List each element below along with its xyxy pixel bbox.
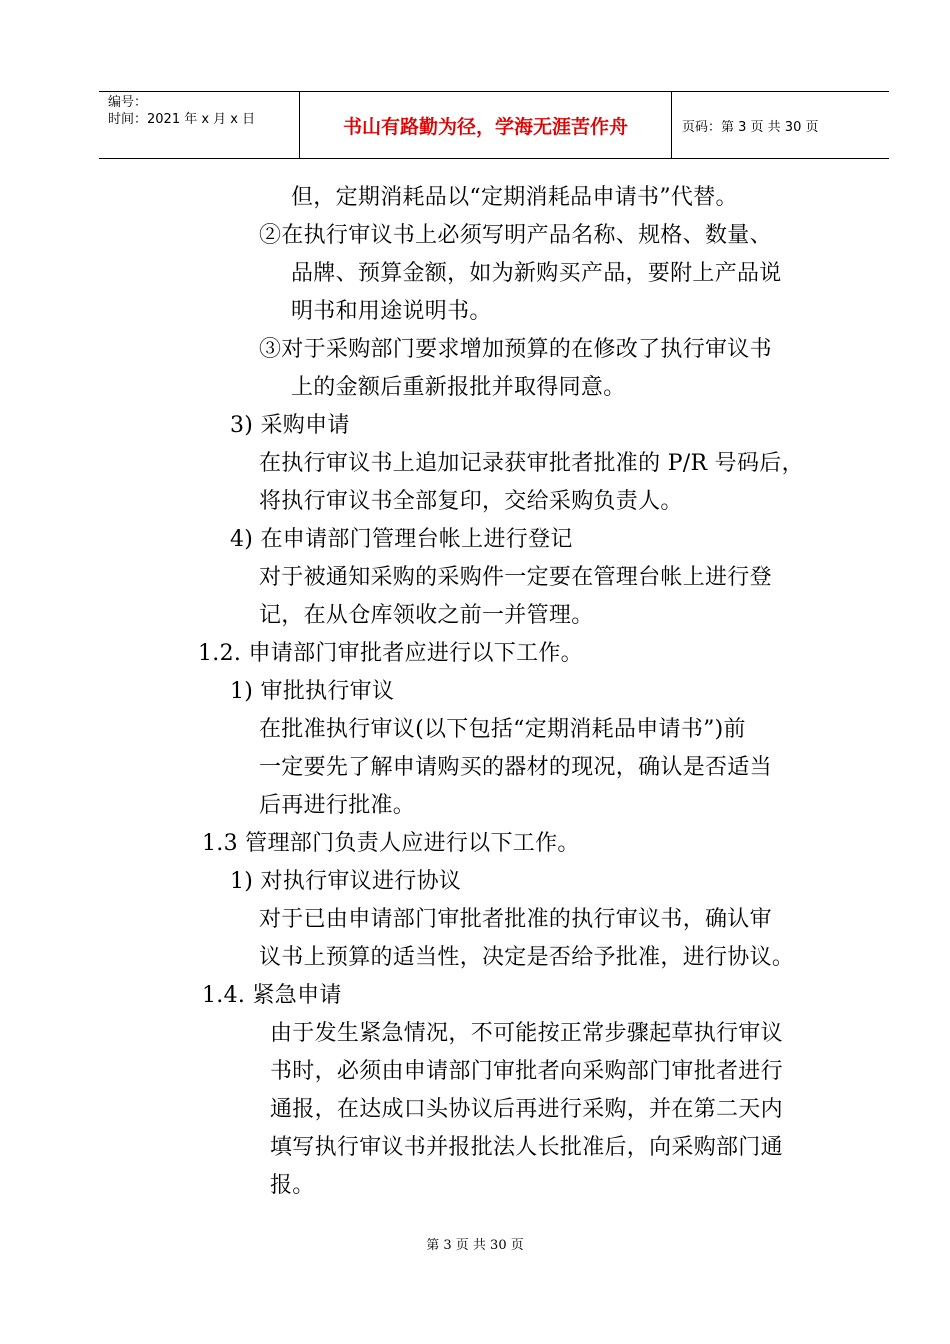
text-line: 上的金额后重新报批并取得同意。 <box>291 375 626 400</box>
text-line: 1) 对执行审议进行协议 <box>230 869 462 894</box>
number-label: 编号： <box>108 95 148 110</box>
text-line: 由于发生紧急情况，不可能按正常步骤起草执行审议 <box>270 1021 783 1046</box>
header-table <box>99 91 889 159</box>
section-heading: 1.3 管理部门负责人应进行以下工作。 <box>202 831 580 856</box>
text-line: 通报，在达成口头协议后再进行采购，并在第二天内 <box>270 1097 783 1122</box>
text-line: 书时，必须由申请部门审批者向采购部门审批者进行 <box>270 1059 783 1084</box>
text-line: 议书上预算的适当性，决定是否给予批准，进行协议。 <box>259 945 795 970</box>
text-line: 对于已由申请部门审批者批准的执行审议书，确认审 <box>259 907 772 932</box>
text-line: 但，定期消耗品以“定期消耗品申请书”代替。 <box>291 185 738 210</box>
text-line: 将执行审议书全部复印，交给采购负责人。 <box>259 489 683 514</box>
text-line: 4) 在申请部门管理台帐上进行登记 <box>230 527 573 552</box>
text-line: 记，在从仓库领收之前一并管理。 <box>259 603 594 628</box>
section-heading: 1.2. 申请部门审批者应进行以下工作。 <box>198 641 583 666</box>
time-label: 时间：2021 年 x 月 x 日 <box>108 112 256 127</box>
text-line: 在批准执行审议(以下包括“定期消耗品申请书”)前 <box>259 717 746 742</box>
text-line: 品牌、预算金额，如为新购买产品，要附上产品说 <box>291 261 782 286</box>
text-line: ②在执行审议书上必须写明产品名称、规格、数量、 <box>259 223 772 248</box>
text-line: 一定要先了解申请购买的器材的现况，确认是否适当 <box>259 755 772 780</box>
text-line: 明书和用途说明书。 <box>291 299 492 324</box>
header-meta <box>108 94 296 128</box>
text-line: 后再进行批准。 <box>259 793 416 818</box>
section-heading: 1.4. 紧急申请 <box>202 983 342 1008</box>
text-line: 填写执行审议书并报批法人长批准后，向采购部门通 <box>270 1135 783 1160</box>
text-line: 在执行审议书上追加记录获审批者批准的 P/R 号码后， <box>259 451 804 476</box>
text-line: 对于被通知采购的采购件一定要在管理台帐上进行登 <box>259 565 772 590</box>
header-divider <box>671 92 672 158</box>
text-line: 3) 采购申请 <box>230 413 350 438</box>
text-line: ③对于采购部门要求增加预算的在修改了执行审议书 <box>259 337 772 362</box>
text-line: 报。 <box>270 1173 315 1198</box>
page-footer: 第 3 页 共 30 页 <box>426 1238 524 1253</box>
header-page-info: 页码：第 3 页 共 30 页 <box>682 119 819 135</box>
header-motto: 书山有路勤为径，学海无涯苦作舟 <box>342 115 628 138</box>
text-line: 1) 审批执行审议 <box>230 679 395 704</box>
